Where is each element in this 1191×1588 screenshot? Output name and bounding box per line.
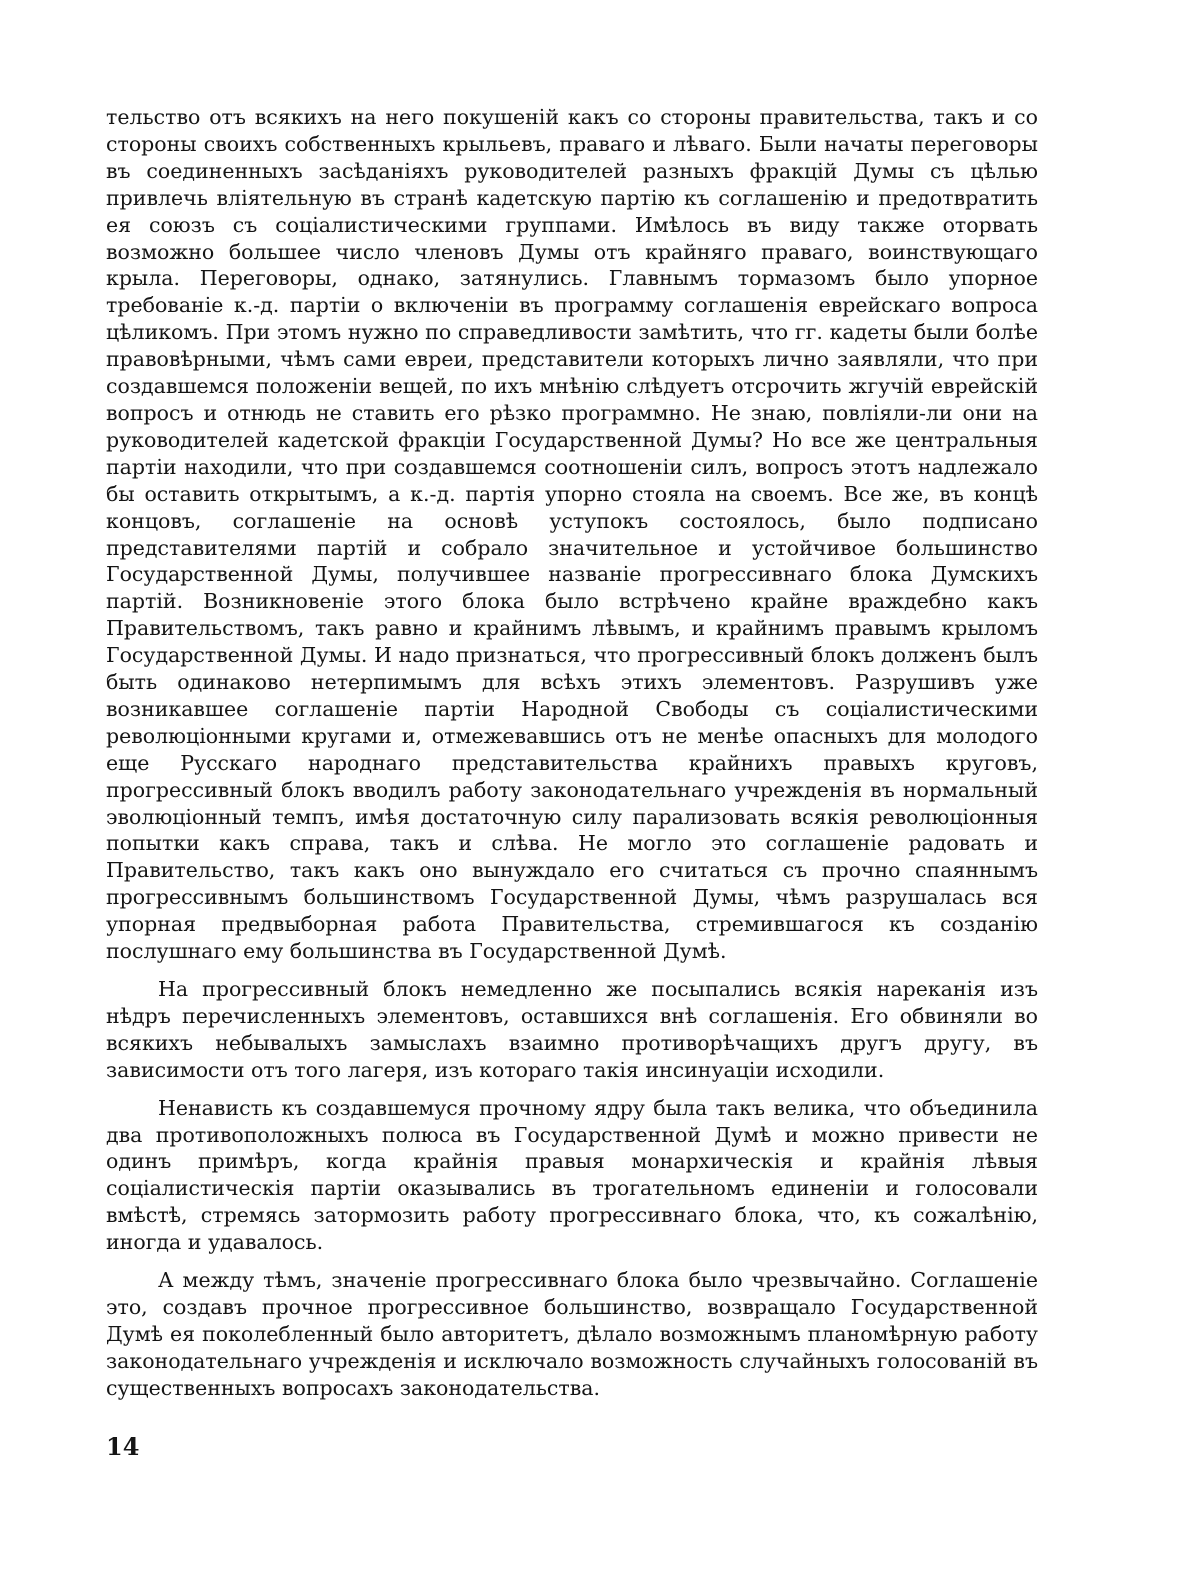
paragraph: Ненависть къ создавшемуся прочному ядру была такъ велика, что объединила два противоположныхъ полюса въ Государственной Думѣ и можно привести не одинъ примѣръ, когда крайнія правыя монархическія и крайнія лѣвыя соціалистическія партіи оказывались въ трогательномъ единеніи и голосовали вмѣстѣ, стремясь затормозить работу прогрессивнаго блока, что, къ сожалѣнію, иногда и удавалось.: [106, 1095, 1038, 1255]
body-text: [106, 104, 1038, 1402]
page-number: 14: [106, 1432, 140, 1461]
paragraph: А между тѣмъ, значеніе прогрессивнаго блока было чрезвычайно. Соглашеніе это, создавъ прочное прогрессивное большинство, возвращало Государственной Думѣ ея поколебленный было авторитетъ, дѣлало возможнымъ планомѣрную работу законодательнаго учрежденія и исключало возможность случайныхъ голосованій въ существенныхъ вопросахъ законодательства.: [106, 1268, 1038, 1400]
paragraph: тельство отъ всякихъ на него покушеній какъ со стороны правительства, такъ и со стороны своихъ собственныхъ крыльевъ, праваго и лѣваго. Были начаты переговоры въ соединенныхъ засѣданіяхъ руководителей разныхъ фракцій Думы съ цѣлью привлечь вліятельную въ странѣ кадетскую партію къ соглашенію и предотвратить ея союзъ съ соціалистическими группами. Имѣлось въ виду также оторвать возможно большее число членовъ Думы отъ крайняго праваго, воинствующаго крыла. Переговоры, однако, затянулись. Главнымъ тормазомъ было упорное требованіе к.-д. партіи о включеніи въ программу соглашенія еврейскаго вопроса цѣликомъ. При этомъ нужно по справедливости замѣтить, что гг. кадеты были болѣе правовѣрными, чѣмъ сами евреи, представители которыхъ лично заявляли, что при создавшемся положеніи вещей, по ихъ мнѣнію слѣдуетъ отсрочить жгучій еврейскій вопросъ и отнюдь не ставить его рѣзко программно. Не знаю, повліяли-ли они на руководителей кадетской фракціи Государственной Думы? Но все же центральныя партіи находили, что при создавшемся соотношеніи силъ, вопросъ этотъ надлежало бы оставить открытымъ, а к.-д. партія упорно стояла на своемъ. Все же, въ концѣ концовъ, соглашеніе на основѣ уступокъ состоялось, было подписано представителями партій и собрало значительное и устойчивое большинство Государственной Думы, получившее названіе прогрессивнаго блока Думскихъ партій. Возникновеніе этого блока было встрѣчено крайне враждебно какъ Правительствомъ, такъ равно и крайнимъ лѣвымъ, и крайнимъ правымъ крыломъ Государственной Думы. И надо признаться, что прогрессивный блокъ долженъ былъ быть одинаково нетерпимымъ для всѣхъ этихъ элементовъ. Разрушивъ уже возникавшее соглашеніе партіи Народной Свободы съ соціалистическими революціонными кругами и, отмежевавшись отъ не менѣе опасныхъ для молодого еще Русскаго народнаго представительства крайнихъ правыхъ круговъ, прогрессивный блокъ вводилъ работу законодательнаго учрежденія въ нормальный эволюціонный темпъ, имѣя достаточную силу парализовать всякія революціонныя попытки какъ справа, такъ и слѣва. Не могло это соглашеніе радовать и Правительство, такъ какъ оно вынуждало его считаться съ прочно спаяннымъ прогрессивнымъ большинствомъ Государственной Думы, чѣмъ разрушалась вся упорная предвыборная работа Правительства, стремившагося къ созданію послушнаго ему большинства въ Государственной Думѣ.: [106, 105, 1038, 964]
paragraph: На прогрессивный блокъ немедленно же посыпались всякія нареканія изъ нѣдръ перечисленныхъ элементовъ, оставшихся внѣ соглашенія. Его обвиняли во всякихъ небывалыхъ замыслахъ взаимно противорѣчащихъ другъ другу, въ зависимости отъ того лагеря, изъ котораго такія инсинуаціи исходили.: [106, 977, 1038, 1082]
